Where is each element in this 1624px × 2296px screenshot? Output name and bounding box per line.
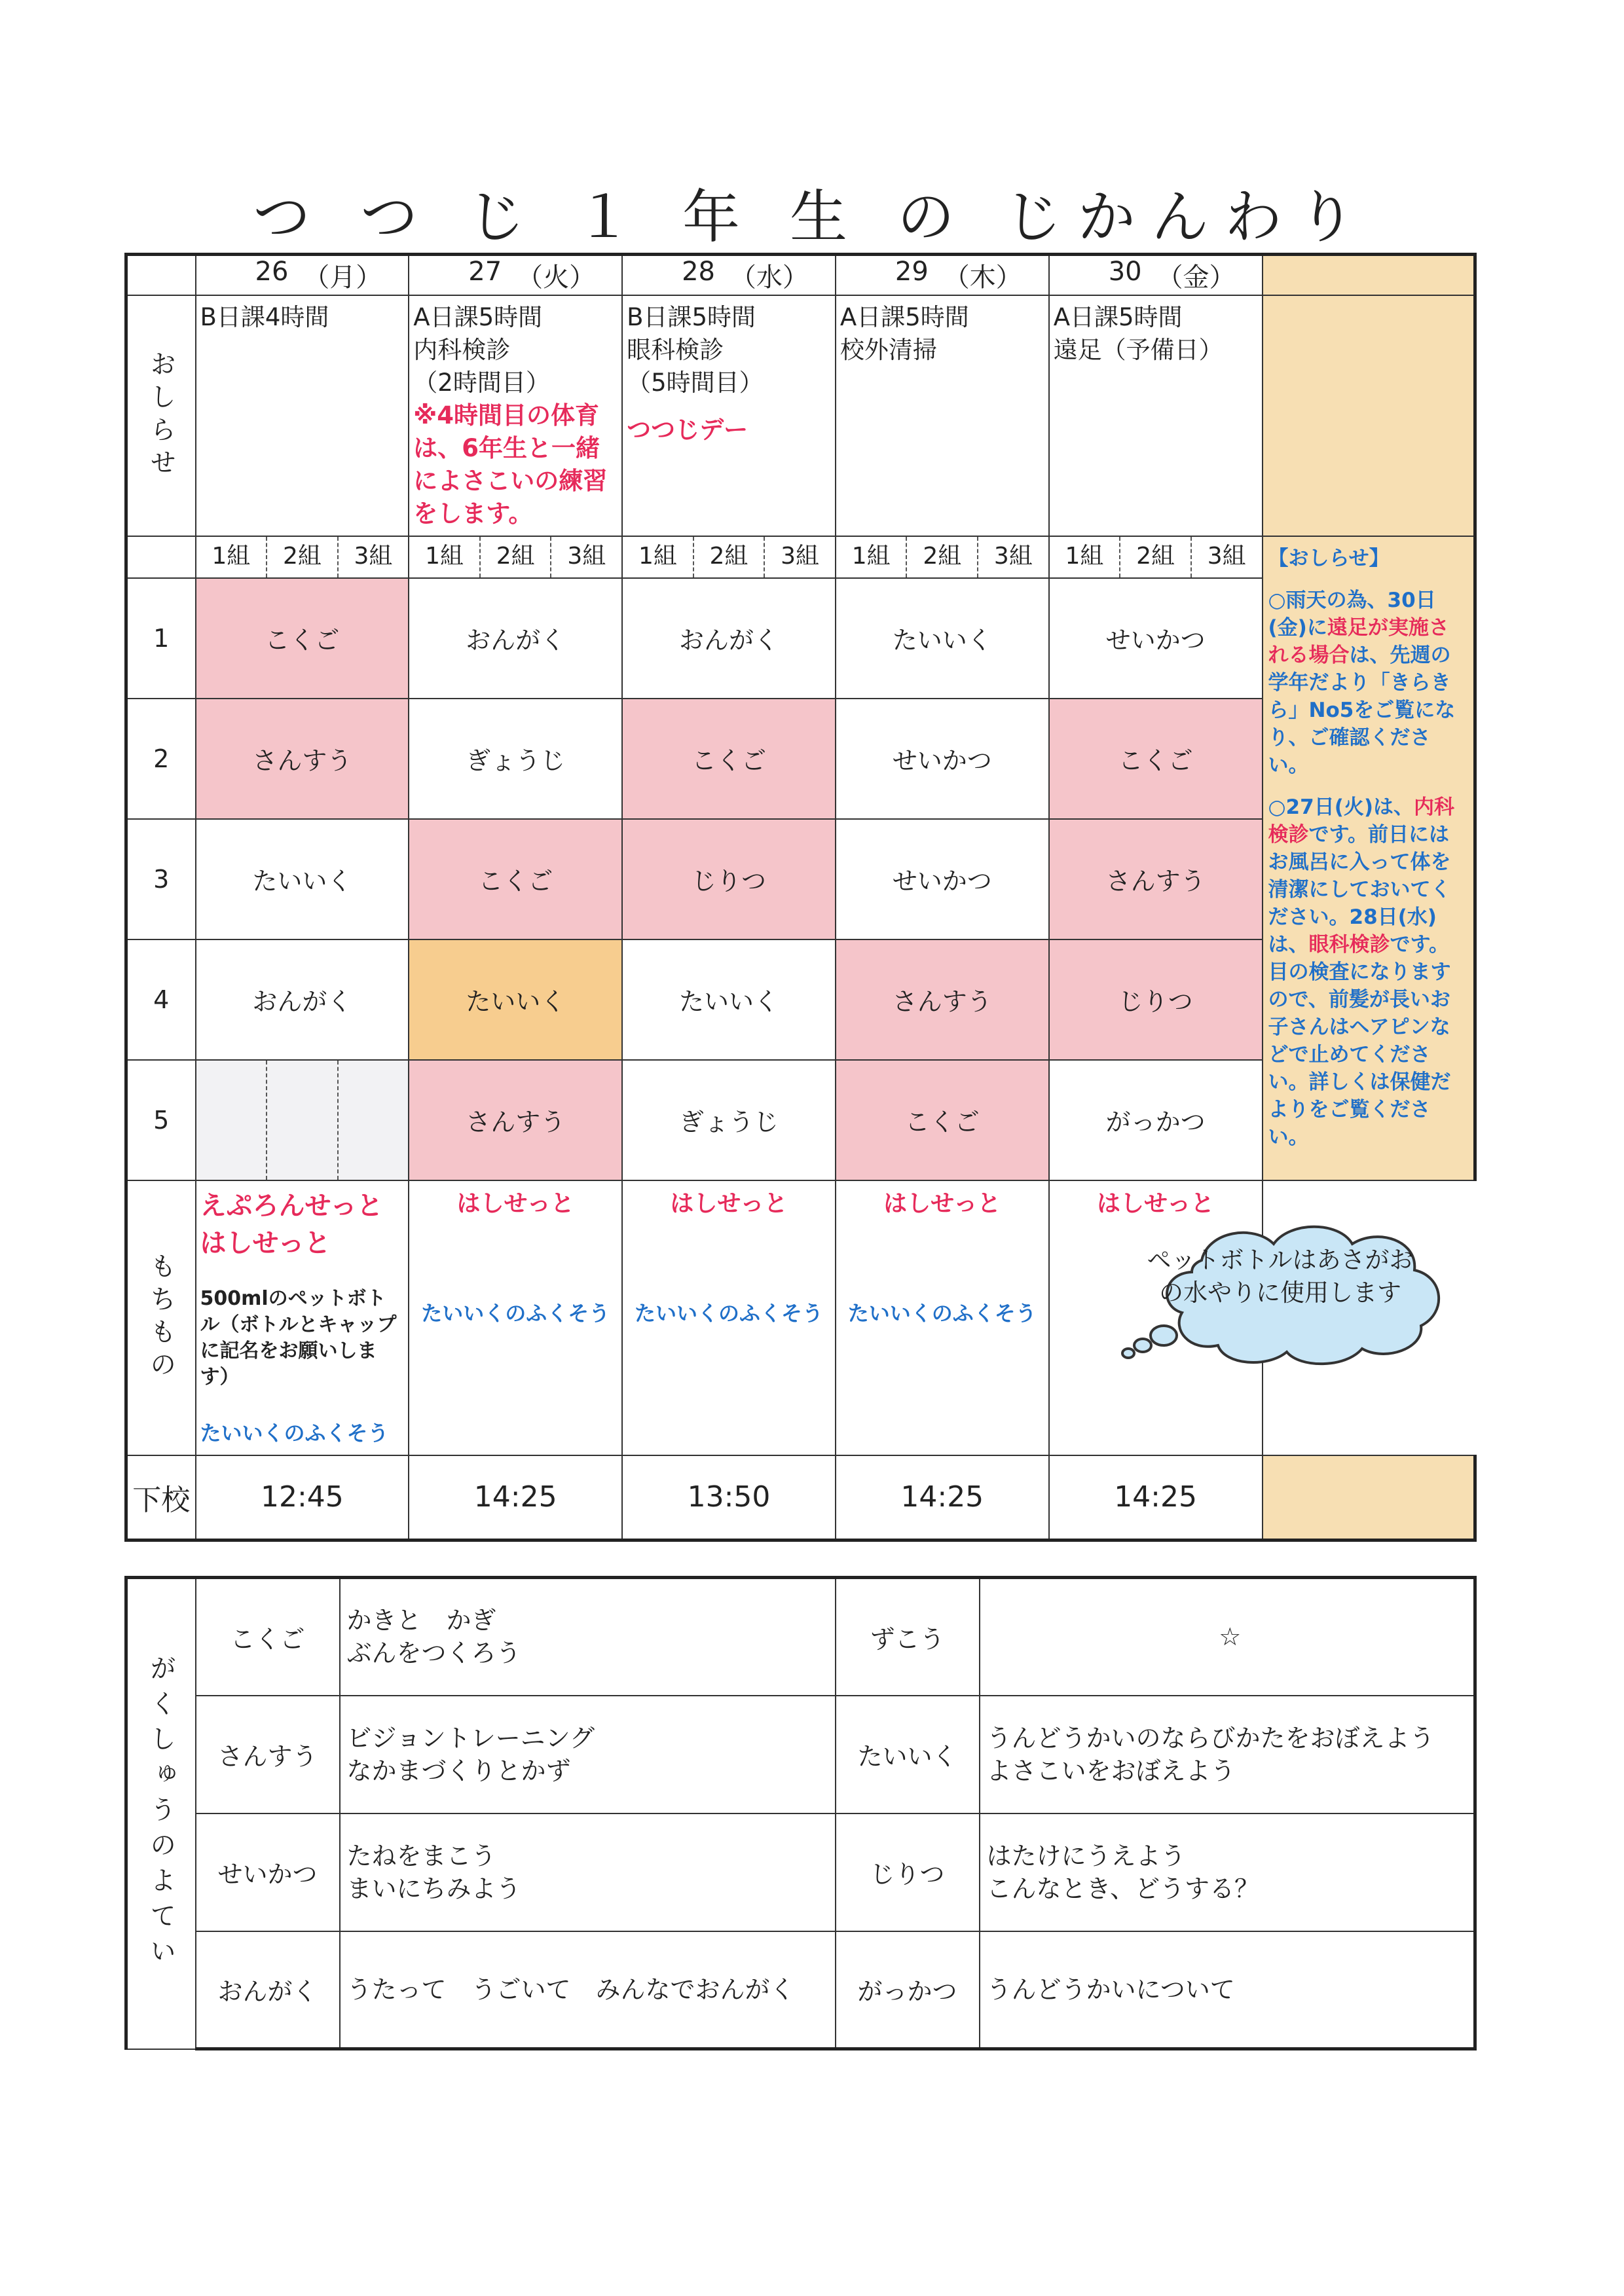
class-group-row (126, 536, 1475, 578)
study-subject: たいいく (836, 1696, 980, 1813)
oshirase-thu: A日課5時間 校外清掃 (836, 295, 1049, 536)
note-cell-top (1263, 295, 1475, 536)
period-cell: おんがく (196, 939, 409, 1060)
period-number: 1 (126, 578, 196, 699)
period-cell: じりつ (622, 819, 836, 939)
star-icon: ☆ (980, 1578, 1475, 1696)
period-cell: こくご (1049, 699, 1263, 819)
mochimono-thu: はしせっと たいいくのふくそう (836, 1180, 1049, 1455)
mochimono-tue: はしせっと たいいくのふくそう (409, 1180, 622, 1455)
period-cell: おんがく (622, 578, 836, 699)
study-content: うんどうかいのならびかたをおぼえよう よさこいをおぼえよう (980, 1696, 1475, 1813)
oshirase-mon: B日課4時間 (196, 295, 409, 536)
gekou-row (126, 1455, 1475, 1540)
day-header-tue: 27 （火） (409, 255, 622, 295)
kumi-fri: 1組 2組 3組 (1049, 536, 1263, 578)
gekou-time: 12:45 (196, 1455, 409, 1540)
day-header-fri: 30 （金） (1049, 255, 1263, 295)
notice-panel (1263, 536, 1475, 1180)
period-cell: せいかつ (836, 819, 1049, 939)
period-cell: ぎょうじ (622, 1060, 836, 1180)
study-row (126, 1578, 1475, 1696)
period-cell: さんすう (836, 939, 1049, 1060)
period-cell: さんすう (409, 1060, 622, 1180)
study-subject: がっかつ (836, 1931, 980, 2049)
study-plan-table (124, 1576, 1477, 2050)
study-subject: せいかつ (196, 1813, 340, 1931)
day-header-mon: 26 （月） (196, 255, 409, 295)
kumi-thu: 1組 2組 3組 (836, 536, 1049, 578)
period-number: 2 (126, 699, 196, 819)
notice-paragraph-2: ○27日(火)は、内科検診です。前日にはお風呂に入って体を清潔にしておいてください。28日(水)は、眼科検診です。目の検査になりますので、前髪が長いお子さんはヘアピンなどで止めてください。詳しくは保健だよりをご覧ください。 (1268, 795, 1455, 1149)
study-subject: さんすう (196, 1696, 340, 1813)
period-cell: さんすう (196, 699, 409, 819)
period-cell: たいいく (196, 819, 409, 939)
period-cell: こくご (622, 699, 836, 819)
period-cell: たいいく (409, 939, 622, 1060)
day-header-thu: 29 （木） (836, 255, 1049, 295)
mochimono-mon: えぷろんせっと はしせっと 500mlのペットボトル（ボトルとキャップに記名をお願いします） たいいくのふくそう (196, 1180, 409, 1455)
period-cell: せいかつ (836, 699, 1049, 819)
period-cell: がっかつ (1049, 1060, 1263, 1180)
period-number: 5 (126, 1060, 196, 1180)
kumi-label-empty (126, 536, 196, 578)
mochimono-label: もちもの (126, 1180, 196, 1455)
period-cell: おんがく (409, 578, 622, 699)
study-subject: おんがく (196, 1931, 340, 2049)
study-plan-label: がくしゅうのよてい (126, 1578, 196, 2049)
notice-paragraph-1: ○雨天の為、30日(金)に遠足が実施される場合は、先週の学年だより「きらきら」No5をご覧になり、ご確認ください。 (1268, 588, 1456, 777)
period-cell: じりつ (1049, 939, 1263, 1060)
kumi-tue: 1組 2組 3組 (409, 536, 622, 578)
period-number: 3 (126, 819, 196, 939)
gekou-time: 13:50 (622, 1455, 836, 1540)
study-content: たねをまこう まいにちみよう (340, 1813, 836, 1931)
mochimono-wed: はしせっと たいいくのふくそう (622, 1180, 836, 1455)
gekou-time: 14:25 (836, 1455, 1049, 1540)
day-header-row (126, 255, 1475, 295)
notice-heading: 【おしらせ】 (1268, 546, 1390, 570)
study-content: うたって うごいて みんなでおんがく (340, 1931, 836, 2049)
kumi-wed: 1組 2組 3組 (622, 536, 836, 578)
kumi-mon: 1組 2組 3組 (196, 536, 409, 578)
study-row (126, 1931, 1475, 2049)
study-content: ビジョントレーニング なかまづくりとかず (340, 1696, 836, 1813)
mochimono-fri: はしせっと (1049, 1180, 1263, 1455)
study-content: はたけにうえよう こんなとき、どうする？ (980, 1813, 1475, 1931)
page-title: つ つ じ １ 年 生 の じかんわり (253, 183, 1371, 251)
gekou-label: 下校 (126, 1455, 196, 1540)
study-content: かきと かぎ ぶんをつくろう (340, 1578, 836, 1696)
oshirase-tue: A日課5時間 内科検診 （2時間目） ※4時間目の体育は、6年生と一緒によさこいの練習をします。 (409, 295, 622, 536)
period-cell: たいいく (622, 939, 836, 1060)
oshirase-row (126, 295, 1475, 536)
note-header-cell (1263, 255, 1475, 295)
oshirase-label: おしらせ (126, 295, 196, 536)
period-cell: こくご (409, 819, 622, 939)
period-cell: こくご (836, 1060, 1049, 1180)
period-cell-empty (196, 1060, 409, 1180)
study-row (126, 1696, 1475, 1813)
study-row (126, 1813, 1475, 1931)
period-cell: さんすう (1049, 819, 1263, 939)
day-header-wed: 28 （水） (622, 255, 836, 295)
gekou-time: 14:25 (1049, 1455, 1263, 1540)
oshirase-fri: A日課5時間 遠足（予備日） (1049, 295, 1263, 536)
study-subject: こくご (196, 1578, 340, 1696)
note-cell-bottom (1263, 1455, 1475, 1540)
corner-cell (126, 255, 196, 295)
period-cell: せいかつ (1049, 578, 1263, 699)
period-cell: たいいく (836, 578, 1049, 699)
period-number: 4 (126, 939, 196, 1060)
study-content: うんどうかいについて (980, 1931, 1475, 2049)
oshirase-wed: B日課5時間 眼科検診 （5時間目） つつじデー (622, 295, 836, 536)
study-subject: じりつ (836, 1813, 980, 1931)
period-cell: こくご (196, 578, 409, 699)
cloud-callout-text: ペットボトルはあさがおの水やりに使用します (1147, 1246, 1414, 1307)
study-subject: ずこう (836, 1578, 980, 1696)
period-cell: ぎょうじ (409, 699, 622, 819)
gekou-time: 14:25 (409, 1455, 622, 1540)
